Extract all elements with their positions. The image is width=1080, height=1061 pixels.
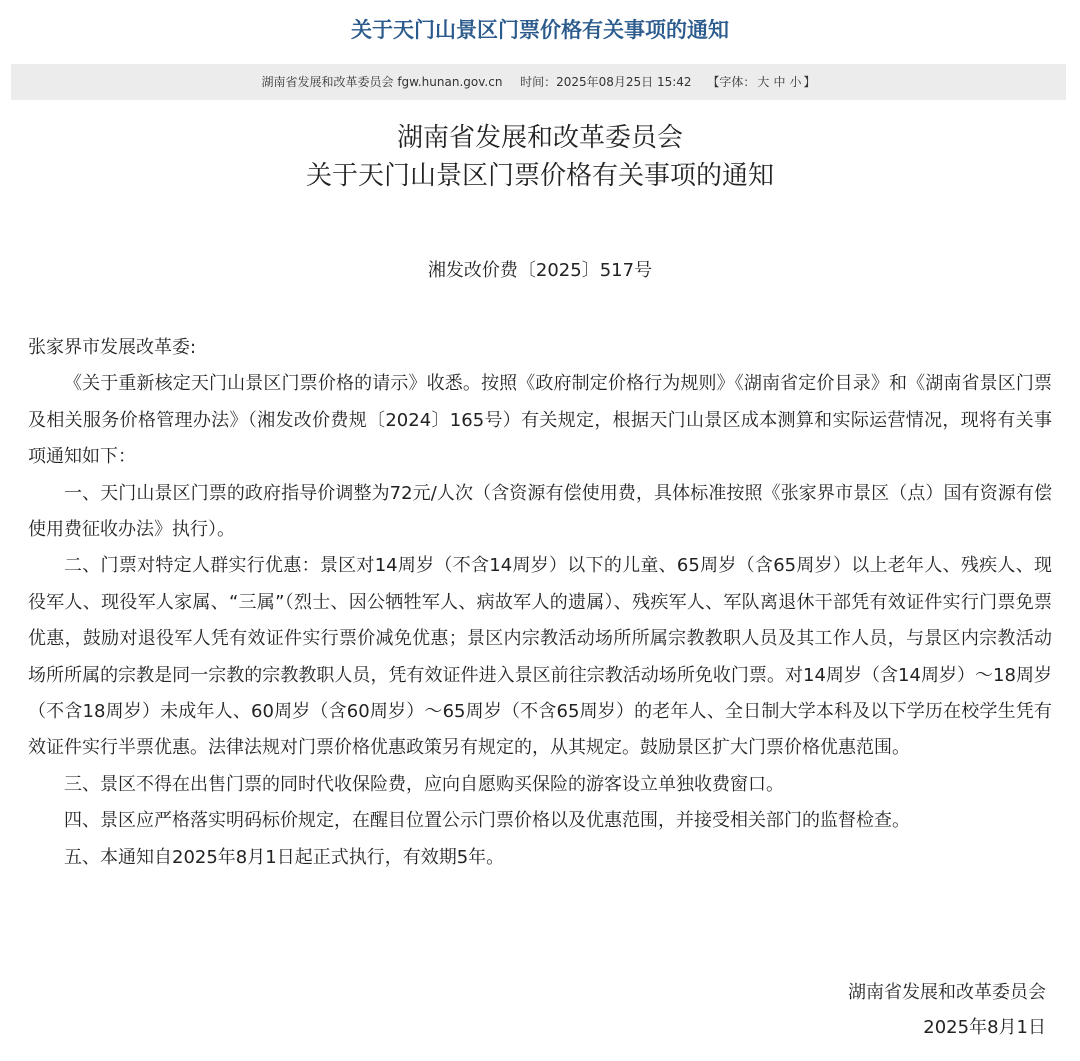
salutation: 张家界市发展改革委: — [28, 337, 197, 358]
paragraph-item-5: 五、本通知自2025年8月1日起正式执行，有效期5年。 — [64, 846, 505, 868]
font-size-label: 【字体： — [707, 75, 756, 89]
publish-time-label: 时间： — [520, 75, 557, 89]
publisher-source: 湖南省发展和改革委员会 fgw.hunan.gov.cn — [261, 75, 503, 89]
paragraph-intro: 《关于重新核定天门山景区门票价格的请示》收悉。按照《政府制定价格行为规则》《湖南省定价目录》和《湖南省景区门票及相关服务价格管理办法》（湘发改价费规〔2024〕165号）有关规定，根据天门山景区成本测算和实际运营情况，现将有关事项通知如下： — [28, 373, 1052, 468]
paragraph-item-1: 一、天门山景区门票的政府指导价调整为72元/人次（含资源有偿使用费，具体标准按照《张家界市景区（点）国有资源有偿使用费征收办法》执行）。 — [28, 482, 1052, 541]
font-size-large-button[interactable]: 大 — [757, 75, 770, 89]
font-size-medium-button[interactable]: 中 — [773, 75, 786, 89]
publish-time-value: 2025年08月25日 15:42 — [556, 75, 692, 89]
document-number: 湘发改价费〔2025〕517号 — [427, 260, 653, 281]
paragraph-item-2: 二、门票对特定人群实行优惠：景区对14周岁（不含14周岁）以下的儿童、65周岁（含65周岁）以上老年人、残疾人、现役军人、现役军人家属、“三属”（烈士、因公牺牲军人、病故军人的遗属）、残疾军人、军队离退休干部凭有效证件实行门票免票优惠，鼓励对退役军人凭有效证件实行票价减免优惠；景区内宗教活动场所所属宗教教职人员及其工作人员，与景区内宗教活动场所所属的宗教是同一宗教的宗教教职人员，凭有效证件进入景区前往宗教活动场所免收门票。对14周岁（含14周岁）～18周岁（不含18周岁）未成年人、60周岁（含60周岁）～65周岁（不含65周岁）的老年人、全日制大学本科及以下学历在校学生凭有效证件实行半票优惠。法律法规对门票价格优惠政策另有规定的，从其规定。鼓励景区扩大门票价格优惠范围。 — [28, 555, 1052, 759]
paragraph-item-4: 四、景区应严格落实明码标价规定，在醒目位置公示门票价格以及优惠范围，并接受相关部门的监督检查。 — [64, 810, 910, 832]
font-size-small-button[interactable]: 小 — [789, 75, 802, 89]
signature-organization: 湖南省发展和改革委员会 — [848, 982, 1046, 1003]
meta-bar — [11, 64, 1066, 100]
document-heading-subject: 关于天门山景区门票价格有关事项的通知 — [305, 161, 774, 191]
page-title: 关于天门山景区门票价格有关事项的通知 — [351, 18, 729, 42]
font-size-control — [707, 64, 815, 100]
signature-date: 2025年8月1日 — [923, 1017, 1046, 1038]
document-heading-issuer: 湖南省发展和改革委员会 — [396, 123, 683, 153]
paragraph-item-3: 三、景区不得在出售门票的同时代收保险费，应向自愿购买保险的游客设立单独收费窗口。 — [64, 773, 784, 795]
font-size-close-bracket: 】 — [803, 75, 816, 89]
document-body — [28, 330, 1052, 876]
